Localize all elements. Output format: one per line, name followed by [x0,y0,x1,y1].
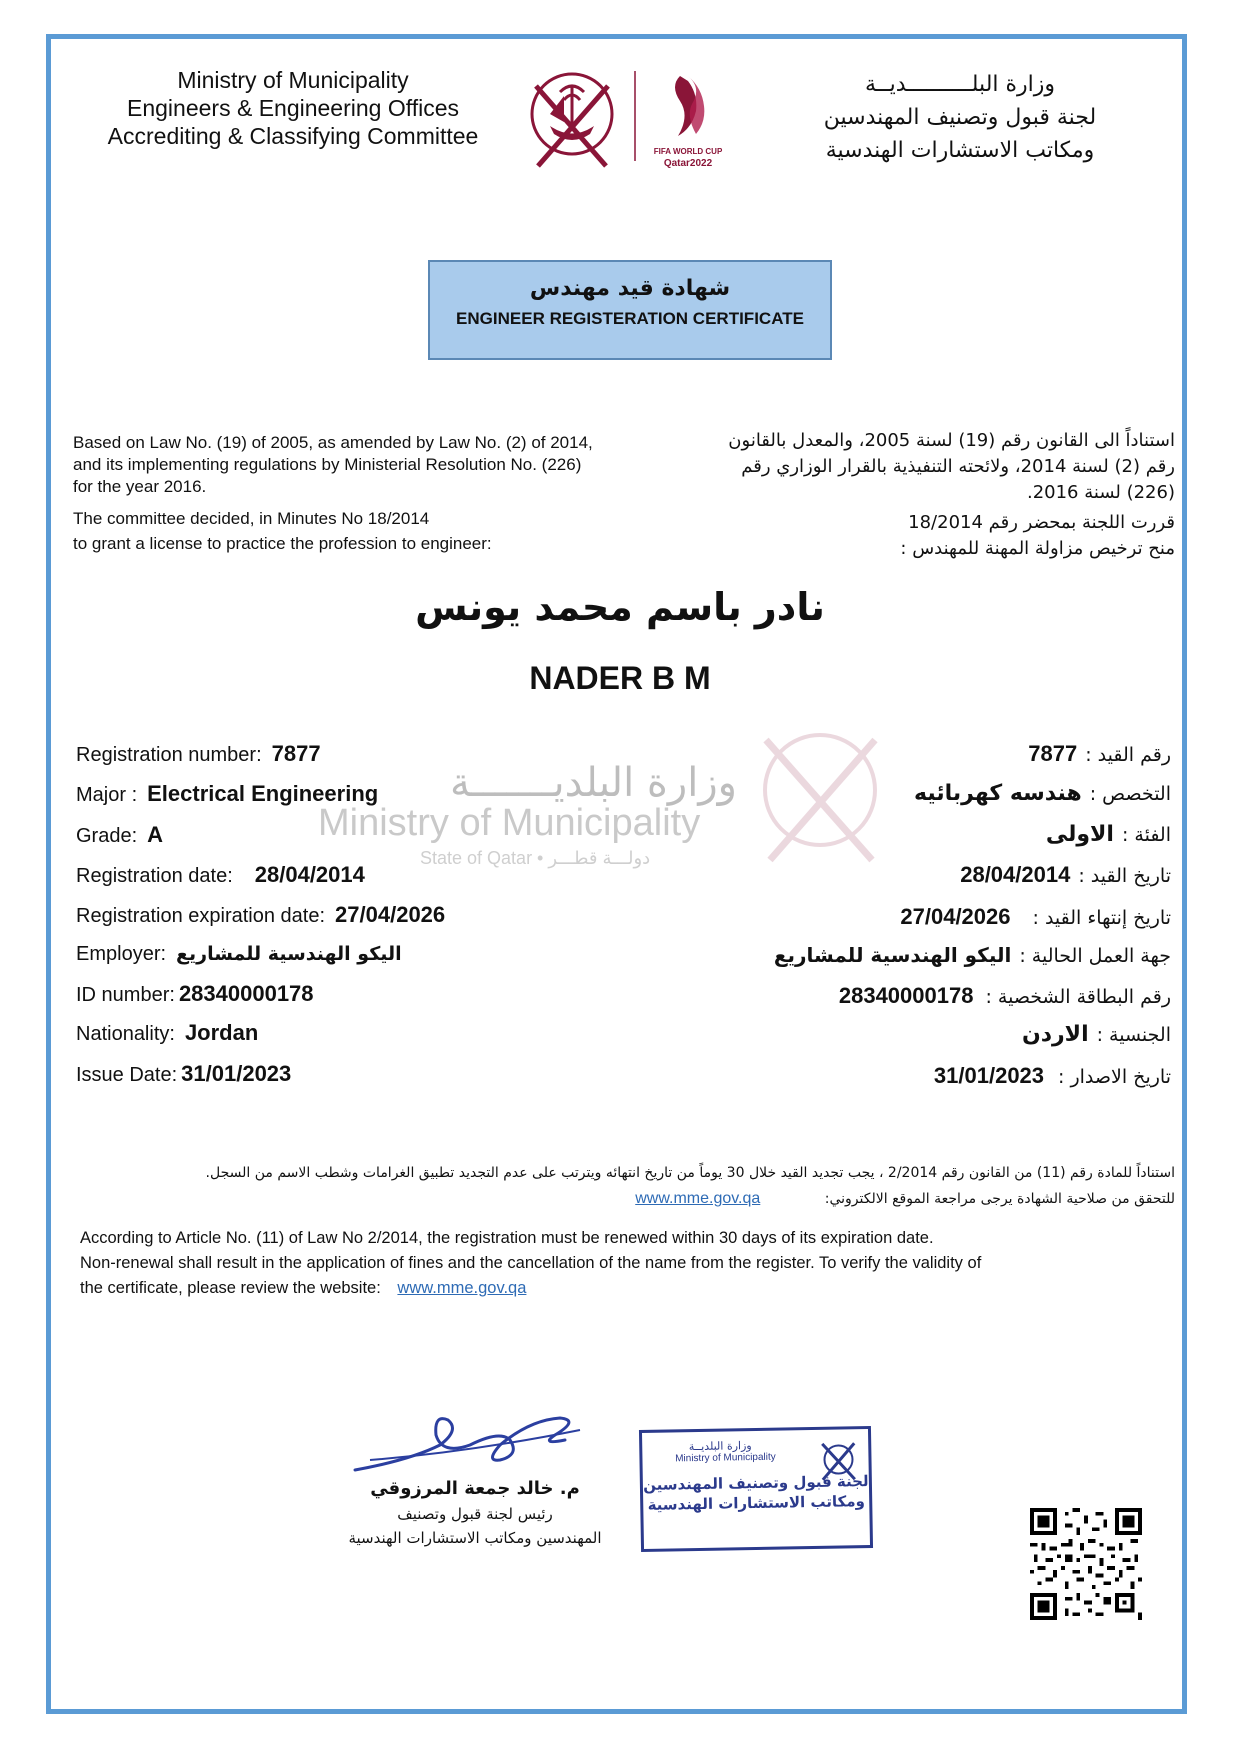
field-value: Electrical Engineering [147,781,379,806]
field-value: 7877 [271,741,321,766]
engineer-name-ar: نادر باسم محمد يونس [415,585,825,629]
header-logos [520,56,760,186]
note-ar-verify-text: للتحقق من صلاحية الشهادة يرجى مراجعة الموقع الالكتروني: [824,1191,1175,1207]
field-ar-id-number [651,983,1171,1009]
field-value: 27/04/2026 [900,904,1011,929]
preamble-en-law: Based on Law No. (19) of 2005, as amended by Law No. (2) of 2014, and its implementing regulations by Ministerial Resolution No. (226) for the year 2016. [73,433,593,496]
official-stamp [639,1426,873,1552]
signatory-name: م. خالد جمعة المرزوقي [370,1478,580,1499]
field-label: Registration expiration date: [76,905,326,927]
stamp-line1: لجنة قبول وتصنيف المهندسين [643,1472,869,1494]
field-value: 27/04/2026 [335,902,446,927]
watermark-ar: وزارة البلديـــــــة [450,760,737,806]
field-value: 28/04/2014 [254,862,365,887]
header-ar-ministry: وزارة البلــــــــــديــة [864,72,1056,97]
field-value: Jordan [184,1020,259,1045]
field-en-employer [76,943,636,966]
field-label: الجنسية : [1096,1024,1171,1046]
stamp-ar-small: وزارة البلديــة [688,1439,752,1454]
note-en-line3 [80,1276,1080,1301]
signatory-title1: رئيس لجنة قبول وتصنيف [397,1505,553,1523]
field-en-id-number [76,981,636,1007]
field-value: اليكو الهندسية للمشاريع [773,943,1012,967]
signature-icon [350,1400,590,1480]
field-label: التخصص : [1089,783,1171,805]
field-en-grade [76,822,636,848]
field-en-major [76,781,636,807]
field-ar-registration-number [651,741,1171,767]
note-en-line3-text: the certificate, please review the website: [80,1279,381,1297]
field-label: جهة العمل الحالية : [1019,945,1171,967]
wc-logo-text1: FIFA WORLD CUP [653,147,723,156]
field-value: 28/04/2014 [960,862,1071,887]
field-label: Registration date: [76,865,233,887]
title-en: ENGINEER REGISTERATION CERTIFICATE [456,309,804,328]
wc-logo-text2: Qatar2022 [663,158,713,169]
note-ar-verify [150,1190,1175,1208]
header-en-line2: Engineers & Engineering Offices [127,95,459,121]
field-ar-major [651,781,1171,806]
header-en [78,66,508,150]
watermark-sub: State of Qatar • دولـــة قطـــر [420,848,651,868]
note-ar-website-link[interactable]: www.mme.gov.qa [635,1190,761,1207]
stamp-en-small: Ministry of Municipality [675,1451,776,1465]
signature-block [330,1478,620,1547]
header-ar [800,68,1120,167]
field-value: 7877 [1028,741,1078,766]
field-label: Nationality: [76,1023,175,1045]
header-ar-line3: ومكاتب الاستشارات الهندسية [825,138,1095,163]
field-ar-nationality [651,1022,1171,1047]
preamble-ar-grant: منح ترخيص مزاولة المهنة للمهندس : [900,538,1175,559]
field-en-registration-date [76,862,636,888]
stamp-emblem-icon [814,1437,863,1486]
qatar-emblem-icon [520,56,760,186]
preamble-en-decided: The committee decided, in Minutes No 18/2014 [73,509,430,528]
field-value: 28340000178 [838,983,974,1008]
field-label: Grade: [76,825,138,847]
field-value: اليكو الهندسية للمشاريع [176,943,402,965]
field-ar-expiration-date [651,904,1171,930]
engineer-name-en: NADER B M [529,660,711,696]
field-ar-issue-date [651,1063,1171,1089]
field-label: Registration number: [76,744,262,766]
field-label: رقم البطاقة الشخصية : [985,986,1171,1008]
note-ar-renewal: استناداً للمادة رقم (11) من القانون رقم 2/2014 ، يجب تجديد القيد خلال 30 يوماً من تاريخ انتهائه ويترتب على عدم التجديد تطبيق الغرامات وشطب الاسم من السجل. [205,1165,1175,1181]
note-en-line1: According to Article No. (11) of Law No 2/2014, the registration must be renewed within 30 days of its expiration date. [80,1229,934,1247]
field-en-registration-number [76,741,636,767]
field-label: رقم القيد : [1085,744,1171,766]
field-value: هندسه كهربائيه [914,781,1082,806]
title-ar: شهادة قيد مهندس [529,276,731,301]
header-en-line3: Accrediting & Classifying Committee [107,123,479,149]
field-label: تاريخ القيد : [1078,865,1171,887]
field-en-issue-date [76,1061,636,1087]
field-en-nationality [76,1020,636,1046]
watermark-en: Ministry of Municipality [318,802,701,844]
preamble-ar-decided: قررت اللجنة بمحضر رقم 18/2014 [908,512,1175,533]
field-value: 28340000178 [178,981,314,1006]
note-en-line2: Non-renewal shall result in the application of fines and the cancellation of the name from the register. To verify the validity of [80,1254,982,1272]
field-ar-registration-date [651,862,1171,888]
field-label: الفئة : [1121,824,1171,846]
field-en-expiration-date [76,902,636,928]
preamble-en-grant: to grant a license to practice the profession to engineer: [73,534,492,553]
header-en-ministry: Ministry of Municipality [177,67,409,93]
field-value: A [147,822,164,847]
preamble-ar-law: استناداً الى القانون رقم (19) لسنة 2005، والمعدل بالقانون رقم (2) لسنة 2014، ولائحته التنفيذية بالقرار الوزاري رقم (226) لسنة 2016. [728,430,1175,503]
signatory-title2: المهندسين ومكاتب الاستشارات الهندسية [348,1529,602,1547]
field-label: تاريخ إنتهاء القيد : [1032,907,1171,929]
field-label: تاريخ الاصدار : [1058,1066,1171,1088]
field-value: 31/01/2023 [181,1061,292,1086]
field-value: 31/01/2023 [933,1063,1045,1088]
field-value: الاولى [1045,822,1114,847]
stamp-line2: ومكاتب الاستشارات الهندسية [647,1492,866,1514]
note-en-website-link[interactable]: www.mme.gov.qa [397,1279,527,1297]
qr-code-icon [1030,1508,1142,1620]
field-label: ID number: [76,984,175,1006]
field-value: الاردن [1021,1022,1089,1047]
field-ar-grade [651,822,1171,847]
note-en [80,1226,1080,1301]
field-label: Issue Date: [76,1064,178,1086]
field-ar-employer [651,943,1171,967]
field-label: Employer: [76,943,167,965]
header-ar-line2: لجنة قبول وتصنيف المهندسين [823,105,1097,130]
field-label: Major : [76,784,138,806]
certificate-title-box [428,260,832,360]
